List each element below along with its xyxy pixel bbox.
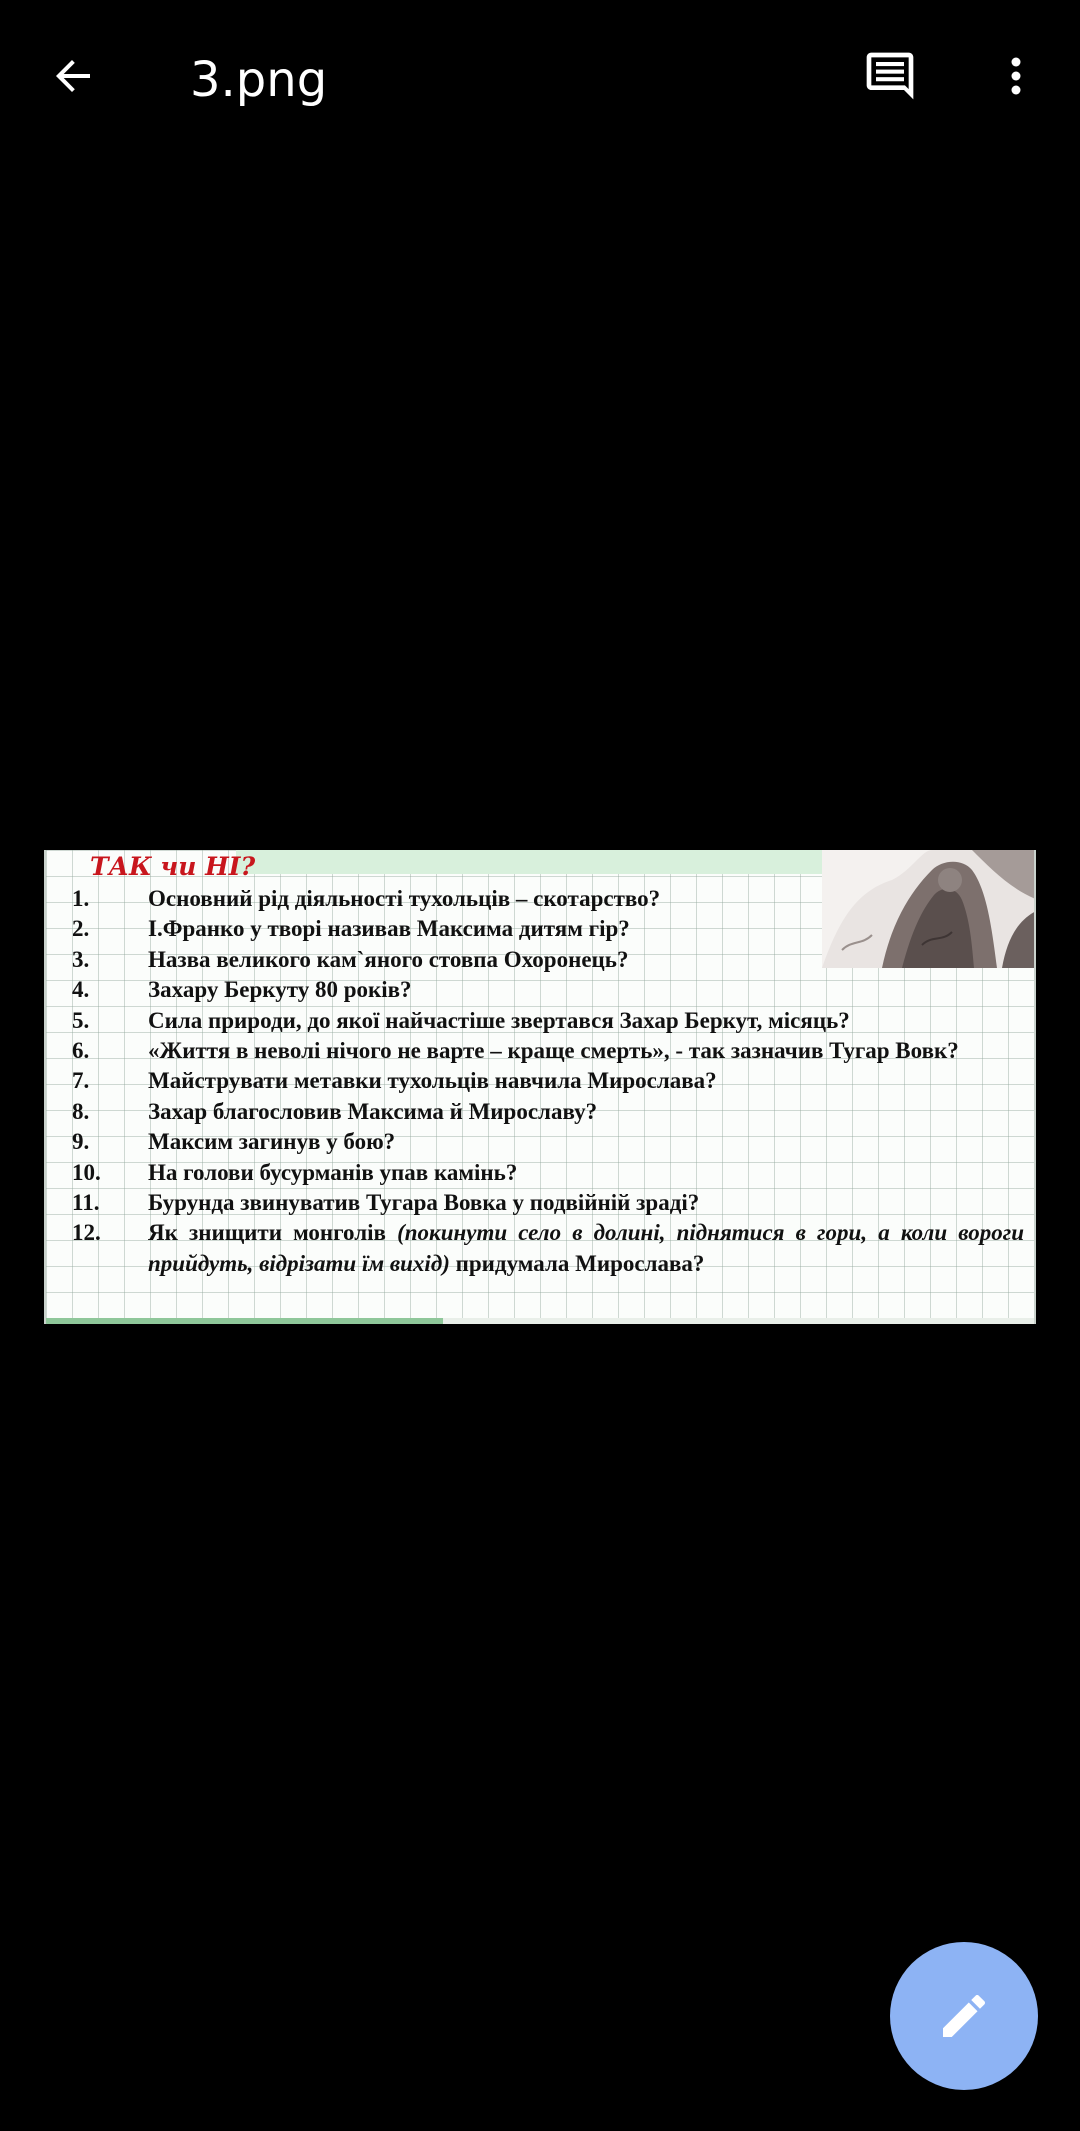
question-text: Максим загинув у бою? [148,1129,396,1155]
question-list [72,884,1024,1279]
question-number: 8. [72,1098,90,1124]
question-text: Сила природи, до якої найчастіше звертався Захар Беркут, місяць? [148,1007,850,1033]
header-band [236,850,876,874]
question-text: «Життя в неволі нічого не варте – краще смерть», - так зазначив Тугар Вовк? [148,1038,959,1064]
comment-button[interactable] [850,36,930,116]
question-number: 5. [72,1007,90,1033]
question-text: Основний рід діяльності тухольців – скотарство? [148,886,661,911]
question-number: 2. [72,916,90,942]
list-item [72,1036,1024,1066]
list-item [72,1158,1024,1188]
question-number: 12. [72,1220,101,1246]
list-item [72,945,1024,975]
list-item [72,1188,1024,1218]
list-item [72,884,1024,914]
back-button[interactable] [34,36,114,116]
edit-button[interactable] [890,1942,1038,2090]
question-text: Захар благословив Максима й Мирославу? [148,1098,598,1124]
list-item [72,1218,1024,1279]
question-number: 6. [72,1038,90,1064]
worksheet-heading: ТАК чи НІ? [90,852,256,881]
question-number: 4. [72,977,90,1003]
list-item [72,1097,1024,1127]
question-text-italic: (покинути село в долині, піднятися в гори, а коли вороги прийдуть, відрізати їм вихід) [148,1220,1024,1276]
question-number: 3. [72,946,90,972]
question-text: Захару Беркуту 80 років? [148,977,412,1003]
question-text: Назва великого кам`яного стовпа Охоронець? [148,946,629,972]
more-vert-icon [992,52,1040,100]
question-text: На голови бусурманів упав камінь? [148,1159,518,1185]
list-item [72,914,1024,944]
question-text: Майструвати метавки тухольців навчила Мирослава? [148,1068,717,1094]
app-bar [0,0,1080,160]
list-item [72,1006,1024,1036]
question-text-start: Як знищити монголів [148,1220,398,1246]
question-number: 7. [72,1068,90,1094]
list-item [72,1127,1024,1157]
question-text: І.Франко у творі називав Максима дитям гір? [148,916,630,942]
question-number: 11. [72,1190,100,1216]
question-number: 1. [72,886,90,911]
question-text: Бурунда звинуватив Тугара Вовка у подвійній зраді? [148,1190,700,1216]
list-item [72,1066,1024,1096]
list-item [72,975,1024,1005]
question-number: 9. [72,1129,90,1155]
question-number: 10. [72,1159,101,1185]
more-options-button[interactable] [976,36,1056,116]
question-text-end: придумала Мирослава? [449,1250,705,1276]
comment-icon [862,48,918,104]
pencil-edit-icon [936,1988,992,2044]
image-viewer[interactable] [44,850,1036,1324]
file-title: 3.png [190,52,328,108]
footer-strip [46,1318,1036,1324]
arrow-back-icon [50,52,98,100]
